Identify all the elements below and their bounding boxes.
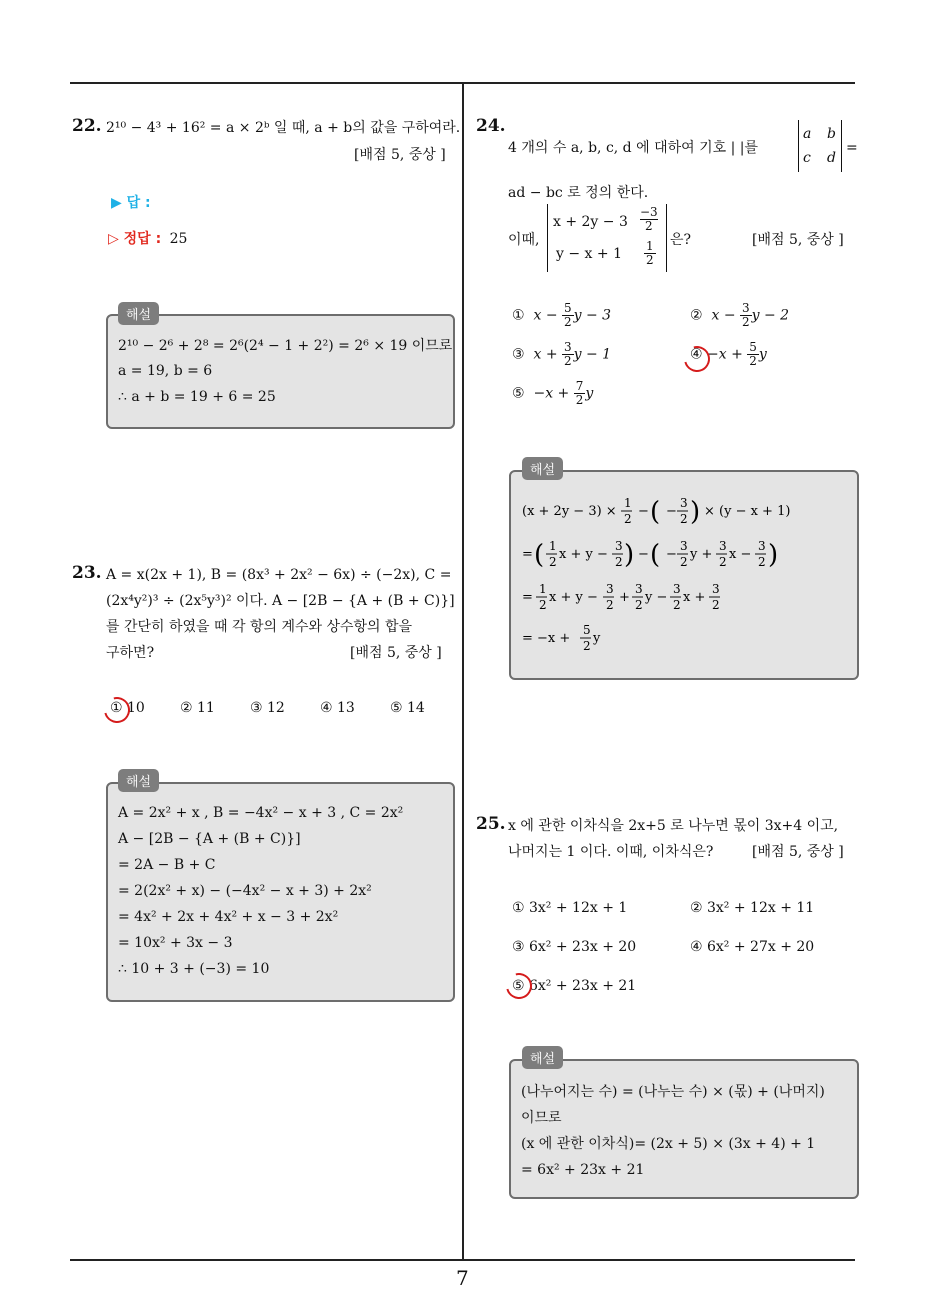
answer-label: ▶ 답 : bbox=[111, 195, 151, 211]
question-25-stem-line: 나머지는 1 이다. 이때, 이차식은? bbox=[508, 844, 714, 860]
svg-text:2: 2 bbox=[615, 555, 623, 569]
question-22-stem: 2¹⁰ − 4³ + 16² = a × 2ᵇ 일 때, a + b의 값을 구하여라. bbox=[106, 120, 461, 136]
column-divider bbox=[462, 82, 464, 1260]
svg-text:1: 1 bbox=[539, 582, 547, 596]
explanation-tag-22: 해설 bbox=[118, 302, 159, 325]
explanation-line: = 4x² + 2x + 4x² + x − 3 + 2x² bbox=[118, 909, 339, 925]
question-24-stem3-suffix: 은? bbox=[670, 232, 692, 248]
correct-label: ▷ 정답 : bbox=[108, 231, 162, 247]
option-24-4[interactable]: ④ −x + $\frac{5}{2}$ y bbox=[690, 340, 767, 368]
svg-text:2: 2 bbox=[758, 555, 766, 569]
explanation-line: a = 19, b = 6 bbox=[118, 363, 213, 379]
question-24-stem2: ad − bc 로 정의 한다. bbox=[508, 185, 649, 201]
svg-text:−: − bbox=[638, 547, 649, 562]
svg-text:y +: y + bbox=[690, 547, 713, 562]
explanation-line: = 2A − B + C bbox=[118, 857, 216, 873]
explanation-line: (x 에 관한 이차식)= (2x + 5) × (3x + 4) + 1 bbox=[521, 1136, 816, 1152]
option-23-4[interactable]: ④ 13 bbox=[320, 700, 355, 716]
svg-text:): ) bbox=[690, 497, 701, 527]
svg-text:2: 2 bbox=[549, 555, 557, 569]
question-23-stem-line: A = x(2x + 1), B = (8x³ + 2x² − 6x) ÷ (−2x), C = bbox=[106, 567, 452, 583]
svg-text:2: 2 bbox=[673, 598, 681, 612]
selected-answer-circle-icon bbox=[99, 692, 135, 728]
question-24-stem3-prefix: 이때, bbox=[508, 232, 540, 248]
svg-text:(: ( bbox=[534, 540, 545, 570]
question-23-number: 23. bbox=[72, 563, 102, 583]
question-24-number: 24. bbox=[476, 116, 506, 136]
svg-text:2: 2 bbox=[635, 598, 643, 612]
svg-text:2: 2 bbox=[680, 555, 688, 569]
question-22-score: [배점 5, 중상 ] bbox=[354, 147, 446, 163]
explanation-24-math bbox=[520, 490, 850, 670]
explanation-tag-23: 해설 bbox=[118, 769, 159, 792]
svg-text:=: = bbox=[522, 547, 533, 562]
explanation-line: = 6x² + 23x + 21 bbox=[521, 1162, 645, 1178]
explanation-tag-24: 해설 bbox=[522, 457, 563, 480]
selected-answer-circle-icon bbox=[501, 968, 537, 1004]
svg-text:x + y −: x + y − bbox=[559, 547, 608, 562]
question-25-score: [배점 5, 중상 ] bbox=[752, 844, 844, 860]
explanation-line: A = 2x² + x , B = −4x² − x + 3 , C = 2x² bbox=[118, 805, 404, 821]
page-number: 7 bbox=[456, 1266, 469, 1290]
svg-text:3: 3 bbox=[615, 539, 623, 553]
question-25-stem-line: x 에 관한 이차식을 2x+5 로 나누면 몫이 3x+4 이고, bbox=[508, 818, 839, 834]
svg-text:3: 3 bbox=[712, 582, 720, 596]
svg-text:× (y − x + 1): × (y − x + 1) bbox=[704, 504, 791, 519]
svg-text:2: 2 bbox=[606, 598, 614, 612]
question-23-stem-line: 를 간단히 하였을 때 각 항의 계수와 상수항의 합을 bbox=[106, 619, 413, 635]
explanation-24-formula bbox=[520, 490, 850, 670]
svg-text:2: 2 bbox=[539, 598, 547, 612]
question-23-stem-line: 구하면? bbox=[106, 645, 155, 661]
svg-text:= −x +: = −x + bbox=[522, 631, 571, 646]
option-24-1[interactable]: ① x − $\frac{5}{2}$ y − 3 bbox=[512, 301, 612, 329]
option-24-5[interactable]: ⑤ −x + $\frac{7}{2}$ y bbox=[512, 379, 594, 407]
determinant-matrix: a b c d bbox=[798, 120, 842, 172]
explanation-line: = 10x² + 3x − 3 bbox=[118, 935, 233, 951]
svg-text:−: − bbox=[638, 504, 649, 519]
svg-text:x + y −: x + y − bbox=[549, 590, 598, 605]
explanation-line: 2¹⁰ − 2⁶ + 2⁸ = 2⁶(2⁴ − 1 + 2²) = 2⁶ × 19 이므로 bbox=[118, 338, 453, 354]
question-25-number: 25. bbox=[476, 814, 506, 834]
svg-text:+: + bbox=[619, 590, 630, 605]
option-24-3[interactable]: ③ x + $\frac{3}{2}$ y − 1 bbox=[512, 340, 612, 368]
correct-value: 25 bbox=[169, 231, 188, 247]
option-23-1[interactable]: ① 10 bbox=[110, 700, 145, 716]
svg-text:y: y bbox=[593, 631, 601, 646]
svg-text:3: 3 bbox=[680, 539, 688, 553]
svg-text:3: 3 bbox=[719, 539, 727, 553]
question-24-equals: = bbox=[846, 140, 858, 156]
svg-text:(: ( bbox=[650, 540, 661, 570]
svg-text:2: 2 bbox=[719, 555, 727, 569]
question-22-number: 22. bbox=[72, 116, 102, 136]
svg-text:3: 3 bbox=[635, 582, 643, 596]
option-25-4[interactable]: ④ 6x² + 27x + 20 bbox=[690, 939, 815, 955]
svg-text:−: − bbox=[666, 504, 677, 519]
svg-text:=: = bbox=[522, 590, 533, 605]
svg-text:5: 5 bbox=[583, 623, 591, 637]
svg-text:2: 2 bbox=[583, 639, 591, 653]
explanation-line: ∴ a + b = 19 + 6 = 25 bbox=[118, 389, 276, 405]
svg-text:2: 2 bbox=[712, 598, 720, 612]
question-23-stem-line: (2x⁴y²)³ ÷ (2x⁵y³)² 이다. A − [2B − {A + (B + C)}] bbox=[106, 593, 455, 609]
bottom-rule bbox=[70, 1259, 855, 1261]
svg-text:x −: x − bbox=[729, 547, 752, 562]
explanation-line: 이므로 bbox=[521, 1110, 562, 1126]
option-23-5[interactable]: ⑤ 14 bbox=[390, 700, 425, 716]
explanation-line: A − [2B − {A + (B + C)}] bbox=[118, 831, 301, 847]
option-23-3[interactable]: ③ 12 bbox=[250, 700, 285, 716]
svg-text:1: 1 bbox=[624, 496, 632, 510]
correct-answer bbox=[108, 228, 187, 248]
svg-text:(x + 2y − 3) ×: (x + 2y − 3) × bbox=[522, 504, 617, 519]
explanation-line: = 2(2x² + x) − (−4x² − x + 3) + 2x² bbox=[118, 883, 372, 899]
svg-text:3: 3 bbox=[606, 582, 614, 596]
question-23-score: [배점 5, 중상 ] bbox=[350, 645, 442, 661]
svg-text:2: 2 bbox=[624, 512, 632, 526]
explanation-tag-25: 해설 bbox=[522, 1046, 563, 1069]
svg-text:3: 3 bbox=[673, 582, 681, 596]
option-23-2[interactable]: ② 11 bbox=[180, 700, 215, 716]
svg-text:−: − bbox=[666, 547, 677, 562]
determinant-expression: x + 2y − 3 $\frac{-3}{2}$ y − x + 1 $\frac{1}{2}$ bbox=[547, 204, 667, 272]
option-25-5[interactable]: ⑤ 6x² + 23x + 21 bbox=[512, 978, 637, 994]
explanation-line: (나누어지는 수) = (나누는 수) × (몫) + (나머지) bbox=[521, 1084, 825, 1100]
option-25-2[interactable]: ② 3x² + 12x + 11 bbox=[690, 900, 815, 916]
svg-text:3: 3 bbox=[680, 496, 688, 510]
option-25-3[interactable]: ③ 6x² + 23x + 20 bbox=[512, 939, 637, 955]
svg-text:): ) bbox=[624, 540, 635, 570]
svg-text:(: ( bbox=[650, 497, 661, 527]
svg-text:y −: y − bbox=[645, 590, 668, 605]
svg-text:3: 3 bbox=[758, 539, 766, 553]
svg-text:x +: x + bbox=[683, 590, 706, 605]
svg-text:): ) bbox=[768, 540, 779, 570]
svg-text:2: 2 bbox=[680, 512, 688, 526]
question-24-stem1: 4 개의 수 a, b, c, d 에 대하여 기호 | |를 bbox=[508, 140, 758, 156]
option-24-2[interactable]: ② x − $\frac{3}{2}$ y − 2 bbox=[690, 301, 790, 329]
option-25-1[interactable]: ① 3x² + 12x + 1 bbox=[512, 900, 628, 916]
svg-text:1: 1 bbox=[549, 539, 557, 553]
explanation-line: ∴ 10 + 3 + (−3) = 10 bbox=[118, 961, 270, 977]
question-24-score: [배점 5, 중상 ] bbox=[752, 232, 844, 248]
